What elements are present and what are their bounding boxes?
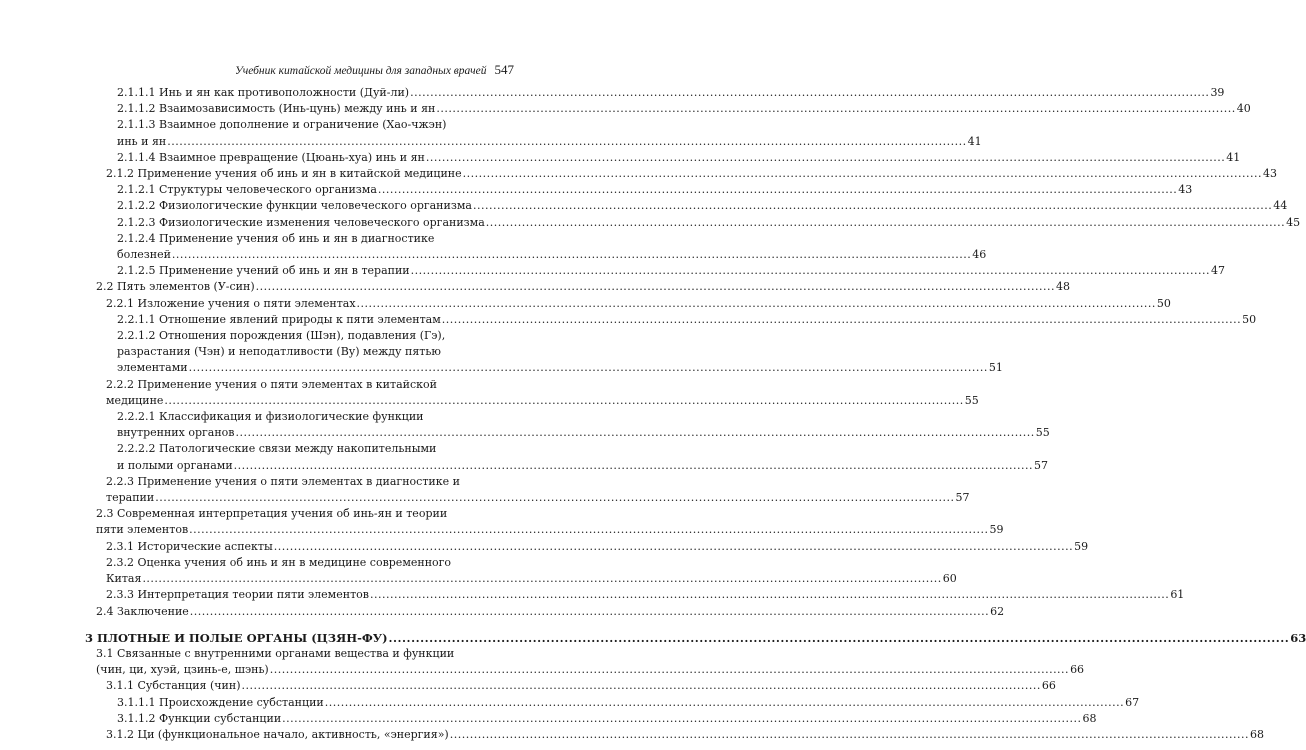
- table-of-contents: [0, 85, 1306, 743]
- toc-page-number: 57: [955, 491, 970, 505]
- toc-page-number: 50: [1242, 312, 1257, 326]
- toc-chapter-entry: [85, 630, 1306, 646]
- toc-page-number: 68: [1082, 711, 1097, 725]
- toc-entry: [117, 101, 1251, 117]
- toc-entry-title: медицине: [106, 393, 164, 407]
- leader-dots: ........................................................................................................................................................................................................: [369, 588, 1170, 602]
- toc-entry-title: 2.3.1 Исторические аспекты: [106, 539, 273, 553]
- leader-dots: ........................................................................................................................................................................................................: [410, 264, 1210, 278]
- toc-page-number: 57: [1034, 458, 1048, 472]
- toc-entry-title: 2.1.2 Применение учения об инь и ян в китайской медицине: [106, 167, 462, 181]
- toc-page-number: 55: [964, 393, 979, 407]
- toc-entry-title: 3.1.1.2 Функции субстанции: [117, 711, 282, 725]
- leader-dots: ........................................................................................................................................................................................................: [155, 491, 955, 505]
- toc-entry: [106, 296, 1171, 312]
- toc-entry: [96, 506, 1004, 538]
- leader-dots: ........................................................................................................................................................................................................: [164, 393, 964, 407]
- leader-dots: ........................................................................................................................................................................................................: [188, 361, 988, 375]
- toc-entry-title: 2.2.2 Применение учения о пяти элементах в китайской: [106, 377, 437, 391]
- toc-page-number: 46: [972, 248, 987, 262]
- leader-dots: ........................................................................................................................................................................................................: [436, 102, 1236, 116]
- toc-entry: [106, 166, 1277, 182]
- toc-entry-title: 2.2 Пять элементов (У-син): [96, 280, 255, 294]
- toc-entry-title: болезней: [117, 248, 171, 262]
- toc-entry-title: (чин, ци, хуэй, цзинь-е, шэнь): [96, 663, 269, 677]
- toc-entry-title: 2.1.2.5 Применение учений об инь и ян в терапии: [117, 264, 410, 278]
- toc-entry-title: 2.1.1.2 Взаимозависимость (Инь-цунь) между инь и ян: [117, 102, 436, 116]
- leader-dots: ........................................................................................................................................................................................................: [462, 167, 1262, 181]
- toc-entry-title: внутренних органов: [117, 426, 235, 440]
- leader-dots: ........................................................................................................................................................................................................: [377, 183, 1178, 197]
- toc-entry-title: разрастания (Чэн) и неподатливости (Ву) между пятью: [117, 345, 441, 359]
- leader-dots: ........................................................................................................................................................................................................: [269, 663, 1070, 677]
- toc-entry-title: 3.1.1.1 Происхождение субстанции: [117, 695, 324, 709]
- leader-dots: ........................................................................................................................................................................................................: [324, 695, 1125, 709]
- toc-page-number: 59: [989, 523, 1004, 537]
- leader-dots: ........................................................................................................................................................................................................: [233, 458, 1033, 472]
- leader-dots: ........................................................................................................................................................................................................: [425, 150, 1226, 164]
- toc-page-number: 59: [1074, 539, 1089, 553]
- leader-dots: ........................................................................................................................................................................................................: [410, 86, 1210, 99]
- toc-page-number: 44: [1273, 199, 1288, 213]
- toc-page-number: 39: [1210, 86, 1225, 99]
- toc-entry-title: элементами: [117, 361, 188, 375]
- toc-page-number: 41: [967, 134, 982, 148]
- toc-page-number: 62: [990, 604, 1005, 618]
- leader-dots: ........................................................................................................................................................................................................: [189, 523, 989, 537]
- toc-entry-title: 3.1 Связанные с внутренними органами вещества и функции: [96, 646, 455, 660]
- toc-entry-title: 2.4 Заключение: [96, 604, 189, 618]
- toc-entry-title: Китая: [106, 572, 142, 586]
- toc-page-number: 63: [1290, 630, 1306, 645]
- toc-entry-title: 2.2.1 Изложение учения о пяти элементах: [106, 296, 356, 310]
- toc-page-number: 43: [1178, 183, 1193, 197]
- toc-page-number: 67: [1125, 695, 1140, 709]
- running-header: [0, 62, 514, 78]
- toc-entry: [117, 231, 987, 263]
- toc-entry-title: 2.2.3 Применение учения о пяти элементах в диагностике и: [106, 474, 460, 488]
- leader-dots: ........................................................................................................................................................................................................: [282, 711, 1082, 725]
- toc-entry: [117, 263, 1225, 279]
- leader-dots: ........................................................................................................................................................................................................: [241, 679, 1041, 693]
- leader-dots: ........................................................................................................................................................................................................: [441, 312, 1242, 326]
- book-title: Учебник китайской медицины для западных врачей: [234, 65, 487, 77]
- leader-dots: ........................................................................................................................................................................................................: [189, 604, 990, 618]
- toc-page-number: 48: [1055, 280, 1070, 294]
- toc-entry-title: 2.2.2.2 Патологические связи между накопительными: [117, 442, 437, 456]
- toc-entry: [106, 727, 1265, 743]
- toc-entry-title: 2.1.2.2 Физиологические функции человеческого организма: [117, 199, 472, 213]
- toc-entry-title: 3.1.1 Субстанция (чин): [106, 679, 241, 693]
- toc-page-number: 41: [1226, 150, 1241, 164]
- leader-dots: ........................................................................................................................................................................................................: [388, 630, 1290, 645]
- leader-dots: ........................................................................................................................................................................................................: [449, 727, 1250, 741]
- toc-page-number: 50: [1156, 296, 1171, 310]
- toc-page-number: 40: [1236, 102, 1251, 116]
- toc-page-number: 55: [1035, 426, 1050, 440]
- toc-entry: [117, 711, 1097, 727]
- toc-entry: [117, 198, 1288, 214]
- leader-dots: ........................................................................................................................................................................................................: [167, 134, 967, 148]
- toc-entry-title: 2.1.2.4 Применение учения об инь и ян в диагностике: [117, 231, 435, 245]
- toc-entry-title: 2.3 Современная интерпретация учения об инь-ян и теории: [96, 507, 448, 521]
- toc-entry-title: 2.2.1.1 Отношение явлений природы к пяти элементам: [117, 312, 441, 326]
- toc-entry: [106, 678, 1056, 694]
- toc-entry: [117, 150, 1241, 166]
- toc-entry-title: 2.2.2.1 Классификация и физиологические функции: [117, 410, 424, 424]
- page-number: 547: [494, 62, 514, 77]
- toc-entry-title: терапии: [106, 491, 155, 505]
- toc-page-number: 61: [1170, 588, 1185, 602]
- toc-entry: [96, 604, 1005, 620]
- toc-entry-title: 2.1.1.1 Инь и ян как противоположности (Дуй-ли): [117, 86, 410, 99]
- leader-dots: ........................................................................................................................................................................................................: [255, 280, 1055, 294]
- toc-entry: [117, 182, 1193, 198]
- toc-page-number: 47: [1210, 264, 1225, 278]
- toc-entry: [106, 555, 957, 587]
- leader-dots: ........................................................................................................................................................................................................: [142, 572, 942, 586]
- toc-entry-title: инь и ян: [117, 134, 167, 148]
- toc-entry: [117, 117, 982, 149]
- toc-entry-title: 2.2.1.2 Отношения порождения (Шэн), подавления (Гэ),: [117, 329, 446, 343]
- toc-entry-title: 3.1.2 Ци (функциональное начало, активность, «энергия»): [106, 727, 449, 741]
- toc-entry-title: 2.1.1.3 Взаимное дополнение и ограничение (Хао-чжэн): [117, 118, 447, 132]
- toc-entry-title: и полыми органами: [117, 458, 233, 472]
- toc-entry: [117, 312, 1257, 328]
- toc-page-number: 60: [942, 572, 957, 586]
- toc-entry: [117, 695, 1140, 711]
- toc-entry-title: 2.1.2.3 Физиологические изменения человеческого организма: [117, 215, 485, 229]
- toc-entry-title: пяти элементов: [96, 523, 189, 537]
- toc-entry: [106, 587, 1185, 603]
- leader-dots: ........................................................................................................................................................................................................: [485, 215, 1286, 229]
- toc-entry: [117, 409, 1050, 441]
- toc-entry-title: 2.3.3 Интерпретация теории пяти элементов: [106, 588, 369, 602]
- toc-entry: [117, 441, 1048, 473]
- toc-entry: [106, 377, 979, 409]
- leader-dots: ........................................................................................................................................................................................................: [273, 539, 1074, 553]
- toc-entry: [117, 328, 1003, 377]
- toc-page-number: 43: [1262, 167, 1277, 181]
- toc-page-number: 45: [1286, 215, 1301, 229]
- leader-dots: ........................................................................................................................................................................................................: [235, 426, 1035, 440]
- toc-entry: [96, 279, 1070, 295]
- toc-entry-title: 3 ПЛОТНЫЕ И ПОЛЫЕ ОРГАНЫ (ЦЗЯН-ФУ): [85, 630, 388, 645]
- toc-entry-title: 2.3.2 Оценка учения об инь и ян в медицине современного: [106, 555, 452, 569]
- leader-dots: ........................................................................................................................................................................................................: [356, 296, 1156, 310]
- toc-page-number: 66: [1070, 663, 1085, 677]
- toc-page-number: 51: [988, 361, 1003, 375]
- toc-entry: [117, 85, 1225, 101]
- toc-entry-title: 2.1.1.4 Взаимное превращение (Цюань-хуа) инь и ян: [117, 150, 425, 164]
- toc-page-number: 68: [1250, 727, 1265, 741]
- leader-dots: ........................................................................................................................................................................................................: [171, 248, 972, 262]
- toc-entry: [117, 215, 1301, 231]
- toc-entry: [96, 646, 1085, 678]
- toc-entry-title: 2.1.2.1 Структуры человеческого организма: [117, 183, 377, 197]
- leader-dots: ........................................................................................................................................................................................................: [472, 199, 1273, 213]
- toc-page-number: 66: [1041, 679, 1056, 693]
- toc-entry: [106, 539, 1089, 555]
- toc-entry: [106, 474, 970, 506]
